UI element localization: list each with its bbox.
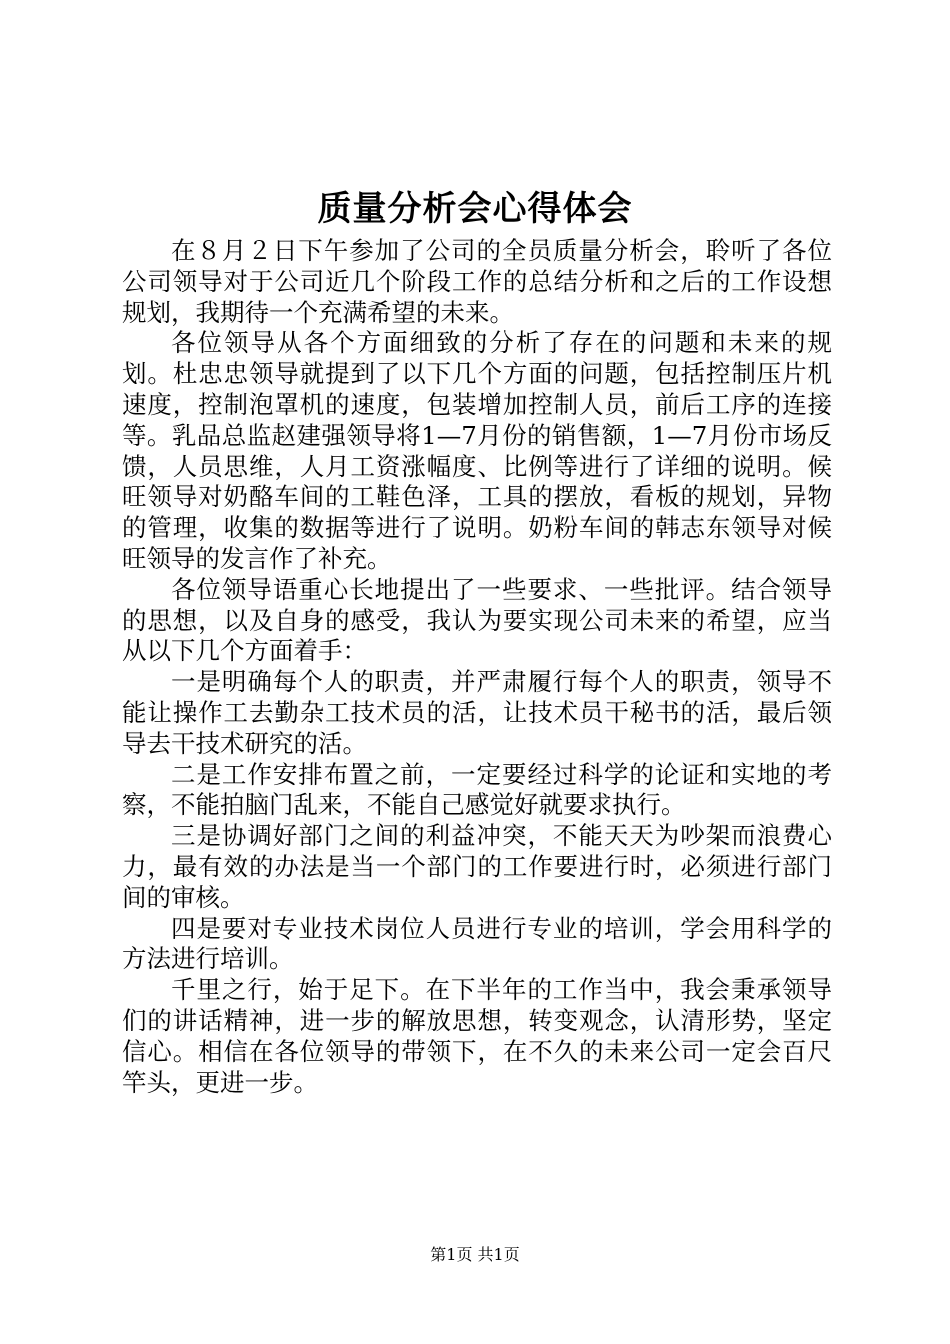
paragraph-6: 三是协调好部门之间的利益冲突，不能天天为吵架而浪费心力，最有效的办法是当一个部门的工作要进行时，必须进行部门间的审核。 — [122, 821, 832, 912]
paragraph-8: 千里之行，始于足下。在下半年的工作当中，我会秉承领导们的讲话精神，进一步的解放思想，转变观念，认清形势，坚定信心。相信在各位领导的带领下，在不久的未来公司一定会百尺竿头，更进一步。 — [122, 975, 832, 1097]
paragraph-4: 一是明确每个人的职责，并严肃履行每个人的职责，领导不能让操作工去勤杂工技术员的活，让技术员干秘书的活，最后领导去干技术研究的活。 — [122, 667, 832, 758]
paragraph-7: 四是要对专业技术岗位人员进行专业的培训，学会用科学的方法进行培训。 — [122, 913, 832, 974]
document-title: 质量分析会心得体会 — [317, 189, 633, 229]
paragraph-5: 二是工作安排布置之前，一定要经过科学的论证和实地的考察，不能拍脑门乱来，不能自己感觉好就要求执行。 — [122, 759, 832, 820]
page-number-footer: 第1页 共1页 — [430, 1245, 520, 1264]
paragraph-1: 在８月２日下午参加了公司的全员质量分析会，聆听了各位公司领导对于公司近几个阶段工作的总结分析和之后的工作设想规划，我期待一个充满希望的未来。 — [122, 236, 832, 327]
paragraph-2: 各位领导从各个方面细致的分析了存在的问题和未来的规划。杜忠忠领导就提到了以下几个方面的问题，包括控制压片机速度，控制泡罩机的速度，包装增加控制人员，前后工序的连接等。乳品总监赵建强领导将1—7月份的销售额，1—7月份市场反馈，人员思维，人月工资涨幅度、比例等进行了详细的说明。候旺领导对奶酪车间的工鞋色泽，工具的摆放，看板的规划，异物的管理，收集的数据等进行了说明。奶粉车间的韩志东领导对候旺领导的发言作了补充。 — [122, 328, 832, 573]
paragraph-3: 各位领导语重心长地提出了一些要求、一些批评。结合领导的思想，以及自身的感受，我认为要实现公司未来的希望，应当从以下几个方面着手： — [122, 574, 832, 666]
document-body — [122, 236, 832, 1098]
